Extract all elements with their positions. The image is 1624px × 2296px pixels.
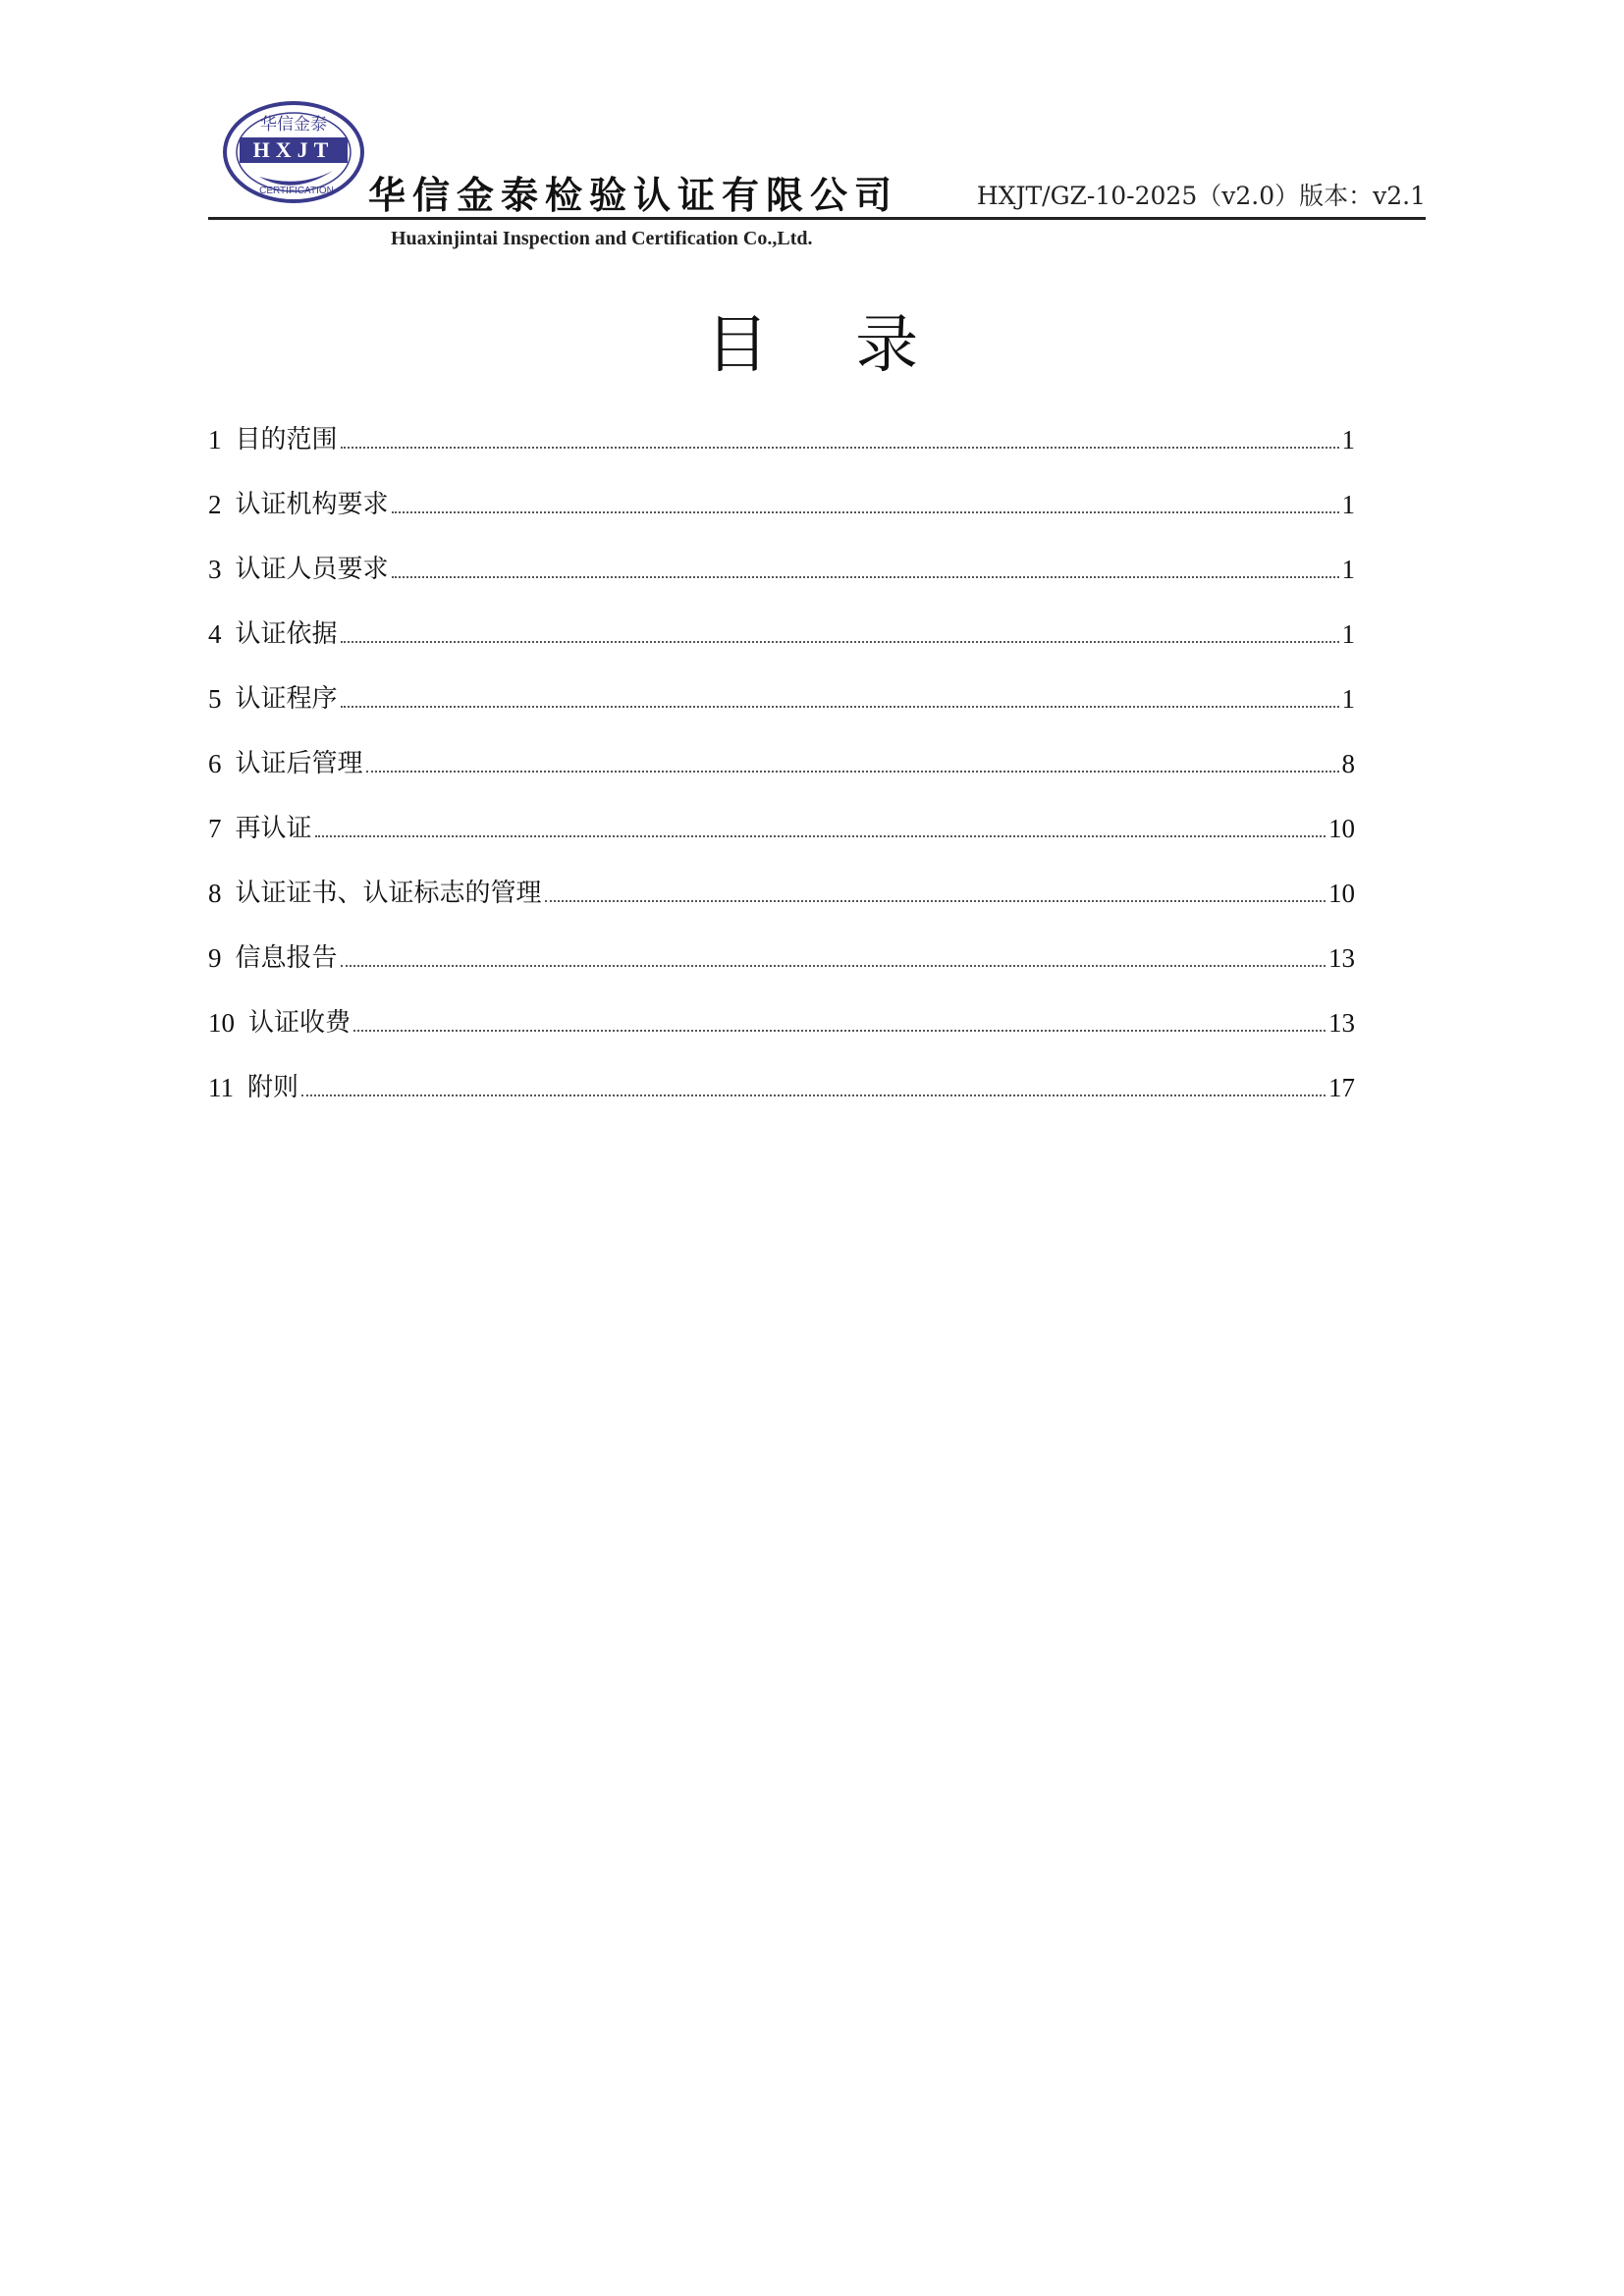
toc-entry-6[interactable]	[208, 715, 1355, 779]
toc-entry-9[interactable]	[208, 909, 1355, 974]
toc-entry-page: 10	[1328, 879, 1355, 908]
toc-entry-title: 认证人员要求	[235, 555, 389, 584]
toc-entry-page: 1	[1341, 490, 1355, 519]
toc-entry-number: 5	[208, 684, 222, 714]
toc-leader-dots	[366, 770, 1339, 773]
toc-entry-10[interactable]	[208, 974, 1355, 1039]
toc-entry-title: 认证证书、认证标志的管理	[235, 879, 542, 908]
toc-entry-title: 认证收费	[248, 1008, 352, 1038]
toc-entry-4[interactable]	[208, 585, 1355, 650]
toc-entry-number: 3	[208, 555, 222, 584]
toc-entry-title: 认证机构要求	[235, 490, 389, 519]
toc-entry-number: 8	[208, 879, 222, 908]
toc-entry-number: 7	[208, 814, 222, 843]
toc-entry-title: 再认证	[235, 814, 312, 843]
toc-leader-dots	[545, 899, 1326, 902]
toc-leader-dots	[315, 834, 1326, 837]
toc-entry-3[interactable]	[208, 520, 1355, 585]
toc-entry-page: 13	[1328, 943, 1355, 973]
toc-leader-dots	[341, 705, 1339, 708]
toc-entry-page: 17	[1328, 1073, 1355, 1102]
company-name: 华信金泰检验认证有限公司	[368, 174, 899, 217]
toc-entry-page: 1	[1341, 684, 1355, 714]
toc-entry-number: 6	[208, 749, 222, 778]
toc-leader-dots	[392, 575, 1339, 578]
toc-leader-dots	[301, 1094, 1326, 1096]
logo-top-text: 华信金泰	[260, 115, 327, 134]
toc-entry-title: 信息报告	[235, 943, 338, 973]
company-logo	[220, 98, 367, 206]
toc-leader-dots	[341, 640, 1339, 643]
toc-entry-number: 10	[208, 1008, 235, 1038]
toc-entry-1[interactable]	[208, 391, 1355, 455]
toc-leader-dots	[353, 1029, 1326, 1032]
toc-entry-number: 2	[208, 490, 222, 519]
toc-entry-7[interactable]	[208, 779, 1355, 844]
toc-entry-8[interactable]	[208, 844, 1355, 909]
page-header	[208, 98, 1426, 255]
toc-list	[208, 391, 1355, 1103]
toc-entry-title: 认证程序	[235, 684, 338, 714]
company-name-english: Huaxinjintai Inspection and Certification Co.,Ltd.	[391, 228, 813, 249]
toc-title: 目 录	[705, 309, 952, 382]
toc-entry-page: 8	[1341, 749, 1355, 778]
toc-entry-number: 9	[208, 943, 222, 973]
toc-entry-title: 认证后管理	[235, 749, 363, 778]
toc-entry-page: 1	[1341, 425, 1355, 454]
logo-bottom-text: CERTIFICATION	[259, 186, 334, 196]
logo-swoosh	[259, 171, 333, 186]
toc-entry-page: 13	[1328, 1008, 1355, 1038]
toc-entry-5[interactable]	[208, 650, 1355, 715]
toc-entry-number: 4	[208, 619, 222, 649]
toc-entry-number: 11	[208, 1073, 234, 1102]
logo-abbr: HXJT	[252, 137, 335, 162]
toc-entry-page: 1	[1341, 619, 1355, 649]
document-code: HXJT/GZ-10-2025（v2.0）版本：v2.1	[976, 182, 1426, 210]
header-divider	[208, 217, 1426, 220]
toc-entry-title: 附则	[247, 1073, 299, 1102]
toc-entry-2[interactable]	[208, 455, 1355, 520]
toc-leader-dots	[341, 964, 1326, 967]
toc-leader-dots	[392, 510, 1339, 513]
toc-entry-page: 10	[1328, 814, 1355, 843]
toc-leader-dots	[341, 446, 1339, 449]
toc-entry-title: 认证依据	[235, 619, 338, 649]
toc-entry-page: 1	[1341, 555, 1355, 584]
toc-entry-number: 1	[208, 425, 222, 454]
toc-entry-title: 目的范围	[235, 425, 338, 454]
logo-emblem	[220, 98, 367, 206]
toc-entry-11[interactable]	[208, 1039, 1355, 1103]
